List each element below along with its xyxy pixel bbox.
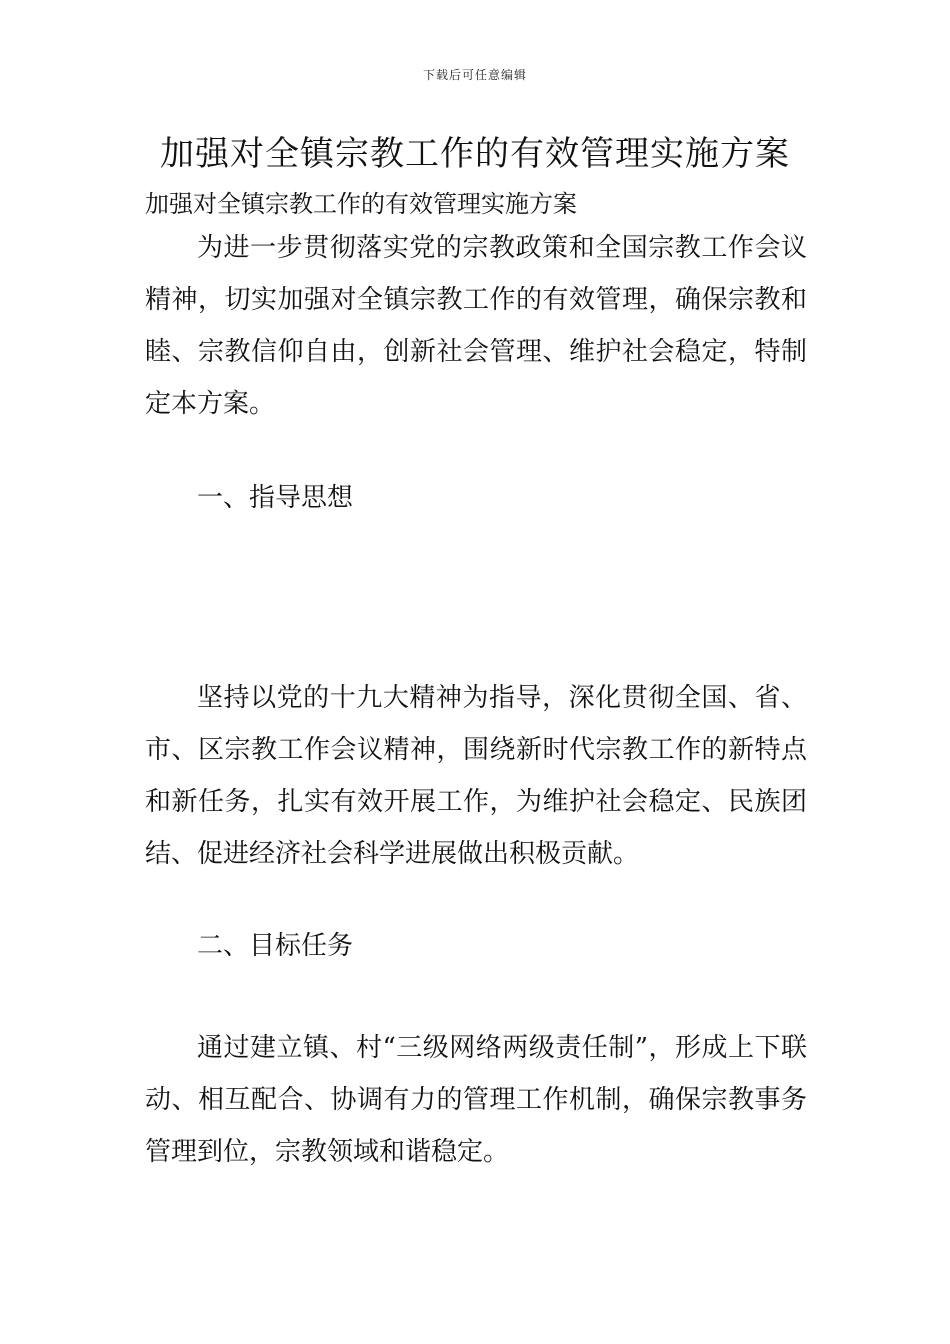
header-note: 下载后可任意编辑 xyxy=(422,68,527,82)
intro-paragraph: 为进一步贯彻落实党的宗教政策和全国宗教工作会议精神，切实加强对全镇宗教工作的有效管理，确保宗教和睦、宗教信仰自由，创新社会管理、维护社会稳定，特制定本方案。 xyxy=(145,233,807,419)
section-body-goals-tasks: 通过建立镇、村“三级网络两级责任制”，形成上下联动、相互配合、协调有力的管理工作机制，确保宗教事务管理到位，宗教领域和谐稳定。 xyxy=(145,1033,807,1167)
section-heading-guiding-ideology: 一、指导思想 xyxy=(197,483,354,513)
document-title: 加强对全镇宗教工作的有效管理实施方案 xyxy=(160,134,790,174)
document-subtitle: 加强对全镇宗教工作的有效管理实施方案 xyxy=(145,190,577,218)
section-body-guiding-ideology: 坚持以党的十九大精神为指导，深化贯彻全国、省、市、区宗教工作会议精神，围绕新时代宗教工作的新特点和新任务，扎实有效开展工作，为维护社会稳定、民族团结、促进经济社会科学进展做出积极贡献。 xyxy=(145,683,807,869)
section-heading-goals-tasks: 二、目标任务 xyxy=(197,931,354,961)
